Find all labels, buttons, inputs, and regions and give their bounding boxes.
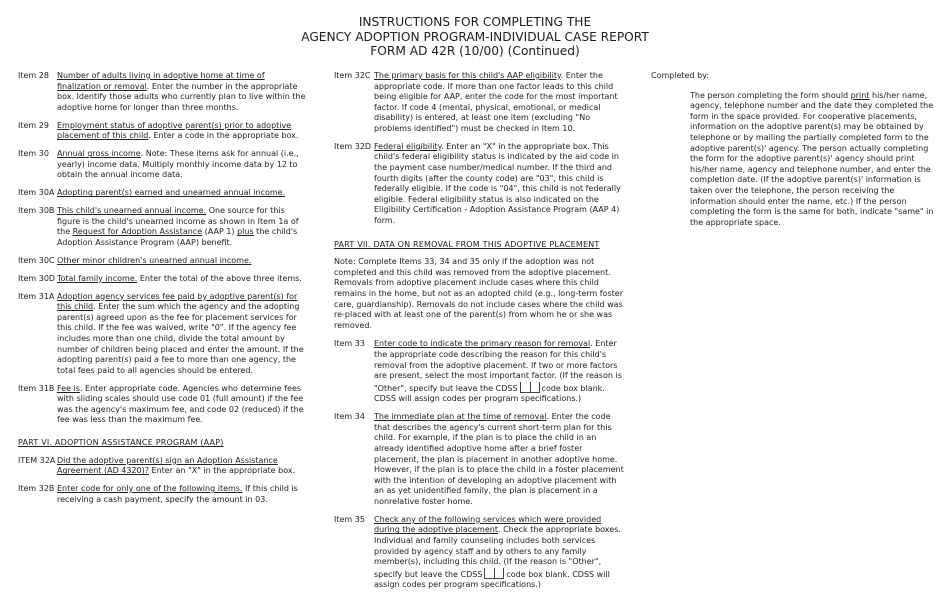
cdss-code-box <box>484 568 504 579</box>
item-heading: Did the adoptive parent(s) sign an Adoption Assistance Agreement (AD 4320)? <box>57 455 278 476</box>
item-text: (AAP 1) <box>202 227 238 237</box>
item-heading: The primary basis for this child's AAP eligibility <box>374 71 561 80</box>
item-text: Enter the total of the above three items. <box>137 273 302 283</box>
item-heading: Other minor children's unearned annual income. <box>57 255 252 265</box>
sep: . <box>590 339 596 349</box>
column-middle <box>334 71 624 598</box>
item-number: Item 33 <box>334 339 365 349</box>
sep: . <box>140 149 146 159</box>
item-text: The person completing the form should <box>690 90 851 100</box>
item-text: Enter the appropriate code. If more than one factor leads to this child being eligible for AAP, enter the code for the most important factor. If code 4 (mental, physical, emotional, or medical disability) is entered, at least one item (excluding "No problems identified") must be checked in Item 10. <box>374 71 618 133</box>
item-heading: Employment status of adoptive parent(s) prior to adoptive placement of this child <box>57 120 292 141</box>
item-30c <box>18 256 310 267</box>
item-text: One source for this figure is the child's unearned income as shown in Item 1a of the <box>57 206 299 237</box>
item-31b <box>18 384 310 426</box>
item-text: If this child is receiving a cash payment, specify the amount in 03. <box>57 484 298 504</box>
item-32a <box>18 456 310 477</box>
sep: . <box>497 525 504 535</box>
item-text: Enter the appropriate code describing the reason for this child's removal from the adoptive placement. If two or more factors are present, select the most important factor. (If the reason is "Other", specify but leave the CDSS <box>374 339 622 393</box>
item-text: Enter the number in the appropriate box. Identify those adults who currently plan to live within the adoptive home for longer than three months. <box>57 81 306 112</box>
item-number: ITEM 32A <box>18 455 56 465</box>
item-33 <box>334 339 624 405</box>
item-heading: Check any of the following services which were provided during the adoptive placement <box>374 514 602 535</box>
item-number: Item 30B <box>18 206 55 216</box>
item-text: Enter the code that describes the agency's current short-term plan for this child. For example, if the plan is to place the child in an already identified adoptive home after a brief foster placement, the plan is placement in another adoptive home. However, if the plan is to place the child in a foster placement with the intention of developing an adoptive placement with an as yet unidentified family, the plan is placement in a nonrelative foster home. <box>374 412 624 506</box>
column-right <box>651 71 936 228</box>
item-text: the child's Adoption Assistance Program (AAP) benefit. <box>57 227 298 247</box>
cdss-code-box <box>520 382 540 393</box>
item-text: code box blank. CDSS will assign codes per program specifications.) <box>374 383 605 404</box>
item-text: his/her name, agency, telephone number and the date they completed the form in the space provided. For cooperative placements, information on the adoptive parent(s) may be obtained by telephone or by mailing the partially completed form to the adoptive parent(s)' agency. The person actually completing the form for the adoptive parent(s)' agency should print his/her name, agency and telephone number, and enter the completion date. (If the adoptive parent(s)' information is taken over the telephone, the person receiving the information should enter the name, etc.) If the person completing the form is the same for both, indicate "same" in the appropriate space. <box>690 90 934 227</box>
removal-note: Note: Complete Items 33, 34 and 35 only if the adoption was not completed and this child was removed from the adoptive placement. Removals from adoptive placement include cases where this child remains in the home, but not as an adopted child (e.g., long-term foster care, guardianship). Removals do not include cases where the child was re-placed with at least one of the parent(s) from whom he or she was removed. <box>334 257 623 330</box>
item-number: Item 30A <box>18 188 55 198</box>
sep: . <box>546 412 552 422</box>
item-number: Item 31A <box>18 291 55 301</box>
title-line-2: AGENCY ADOPTION PROGRAM-INDIVIDUAL CASE REPORT <box>301 29 649 44</box>
sep: . <box>560 71 566 80</box>
item-number: Item 32B <box>18 484 55 494</box>
item-number: Item 32C <box>334 71 371 80</box>
item-32d <box>334 142 624 227</box>
item-number: Item 34 <box>334 412 365 422</box>
item-number: Item 28 <box>18 71 49 80</box>
item-30b <box>18 206 310 248</box>
part-7-heading: PART VII. DATA ON REMOVAL FROM THIS ADOPTIVE PLACEMENT <box>334 239 600 249</box>
item-32c <box>334 71 624 135</box>
item-28 <box>18 71 310 113</box>
item-number: Item 30 <box>18 149 49 159</box>
item-34 <box>334 412 624 507</box>
item-heading: Adopting parent(s) earned and unearned annual income. <box>57 188 286 198</box>
item-30 <box>18 149 310 181</box>
sep: . <box>441 141 447 151</box>
item-number: Item 31B <box>18 383 55 393</box>
completed-by-label: Completed by: <box>651 71 710 80</box>
document-title <box>0 15 950 59</box>
item-heading: Federal eligibility <box>374 141 442 151</box>
item-heading: Fee is <box>57 383 80 393</box>
item-30d <box>18 274 310 285</box>
title-line-1: INSTRUCTIONS FOR COMPLETING THE <box>358 15 592 29</box>
item-text: Enter a code in the appropriate box. <box>153 131 299 141</box>
item-text: Enter an "X" in the appropriate box. This child's federal eligibility status is indicated by the aid code in the payment case number/medical number. If the third and fourth digits (after the county code) are "03", this child is federally eligible. If the code is "04", this child is not federally eligible. Federal eligibility status is also indicated on the Eligibility Certification - Adoption Assistance Program (AAP 4) form. <box>374 141 621 226</box>
item-text: code box blank. CDSS will assign codes per program specifications.) <box>374 569 610 590</box>
item-32b <box>18 484 310 505</box>
sep: . <box>93 302 99 312</box>
sep: . <box>146 81 152 91</box>
item-heading: Adoption agency services fee paid by adoptive parent(s) for this child <box>57 291 298 312</box>
part-6-heading: PART VI. ADOPTION ASSISTANCE PROGRAM (AAP) <box>18 438 224 447</box>
item-number: Item 30D <box>18 273 56 283</box>
item-heading: Enter code to indicate the primary reason for removal <box>374 339 591 349</box>
item-heading: Annual gross income <box>57 149 141 159</box>
item-text: Check the appropriate boxes. Individual and family counseling includes both services provided by agency staff and by others to any family member(s), including this child. (If the reason is "Other", specify but leave the CDSS <box>374 525 621 579</box>
item-number: Item 35 <box>334 514 365 524</box>
item-number: Item 30C <box>18 255 55 265</box>
item-heading: Total family income. <box>57 273 138 283</box>
column-left <box>18 71 310 513</box>
item-30a <box>18 188 310 199</box>
completed-by-text <box>651 91 936 229</box>
sep: . <box>148 131 154 141</box>
item-text: Enter an "X" in the appropriate box. <box>149 466 296 476</box>
item-text: Enter appropriate code. Agencies who determine fees with sliding scales should use code 01 (full amount) if the fee was the agency's maximum fee, and code 02 (reduced) if the fee was less than the maximum fee. <box>57 383 304 425</box>
item-number: Item 29 <box>18 120 49 130</box>
item-heading: This child's unearned annual income. <box>57 206 207 216</box>
emphasis-plus: plus <box>237 227 254 237</box>
item-heading: Number of adults living in adoptive home at time of finalization or removal <box>57 71 265 91</box>
emphasis-print: print <box>850 90 870 100</box>
item-heading: Enter code for only one of the following items. <box>57 484 243 494</box>
item-text: Note: These items ask for annual (i.e., yearly) income data. Multiply monthly income data by 12 to obtain the annual income data. <box>57 149 299 180</box>
item-35 <box>334 515 624 591</box>
item-text: Enter the sum which the agency and the adopting parent(s) agreed upon as the fee for placement services for this child. If the fee was waived, write "0". If the agency fee includes more than one child, divide the total amount by number of children being placed and enter the amount. If the adopting parent(s) paid a fee to more than one agency, the total fees paid to all agencies should be entered. <box>57 302 304 375</box>
item-31a <box>18 292 310 377</box>
form-reference: Request for Adoption Assistance <box>72 227 203 237</box>
item-heading: The immediate plan at the time of removal <box>374 412 547 422</box>
title-line-3: FORM AD 42R (10/00) (Continued) <box>370 44 580 59</box>
item-number: Item 32D <box>334 141 372 151</box>
item-29 <box>18 121 310 142</box>
sep: . <box>79 383 86 393</box>
